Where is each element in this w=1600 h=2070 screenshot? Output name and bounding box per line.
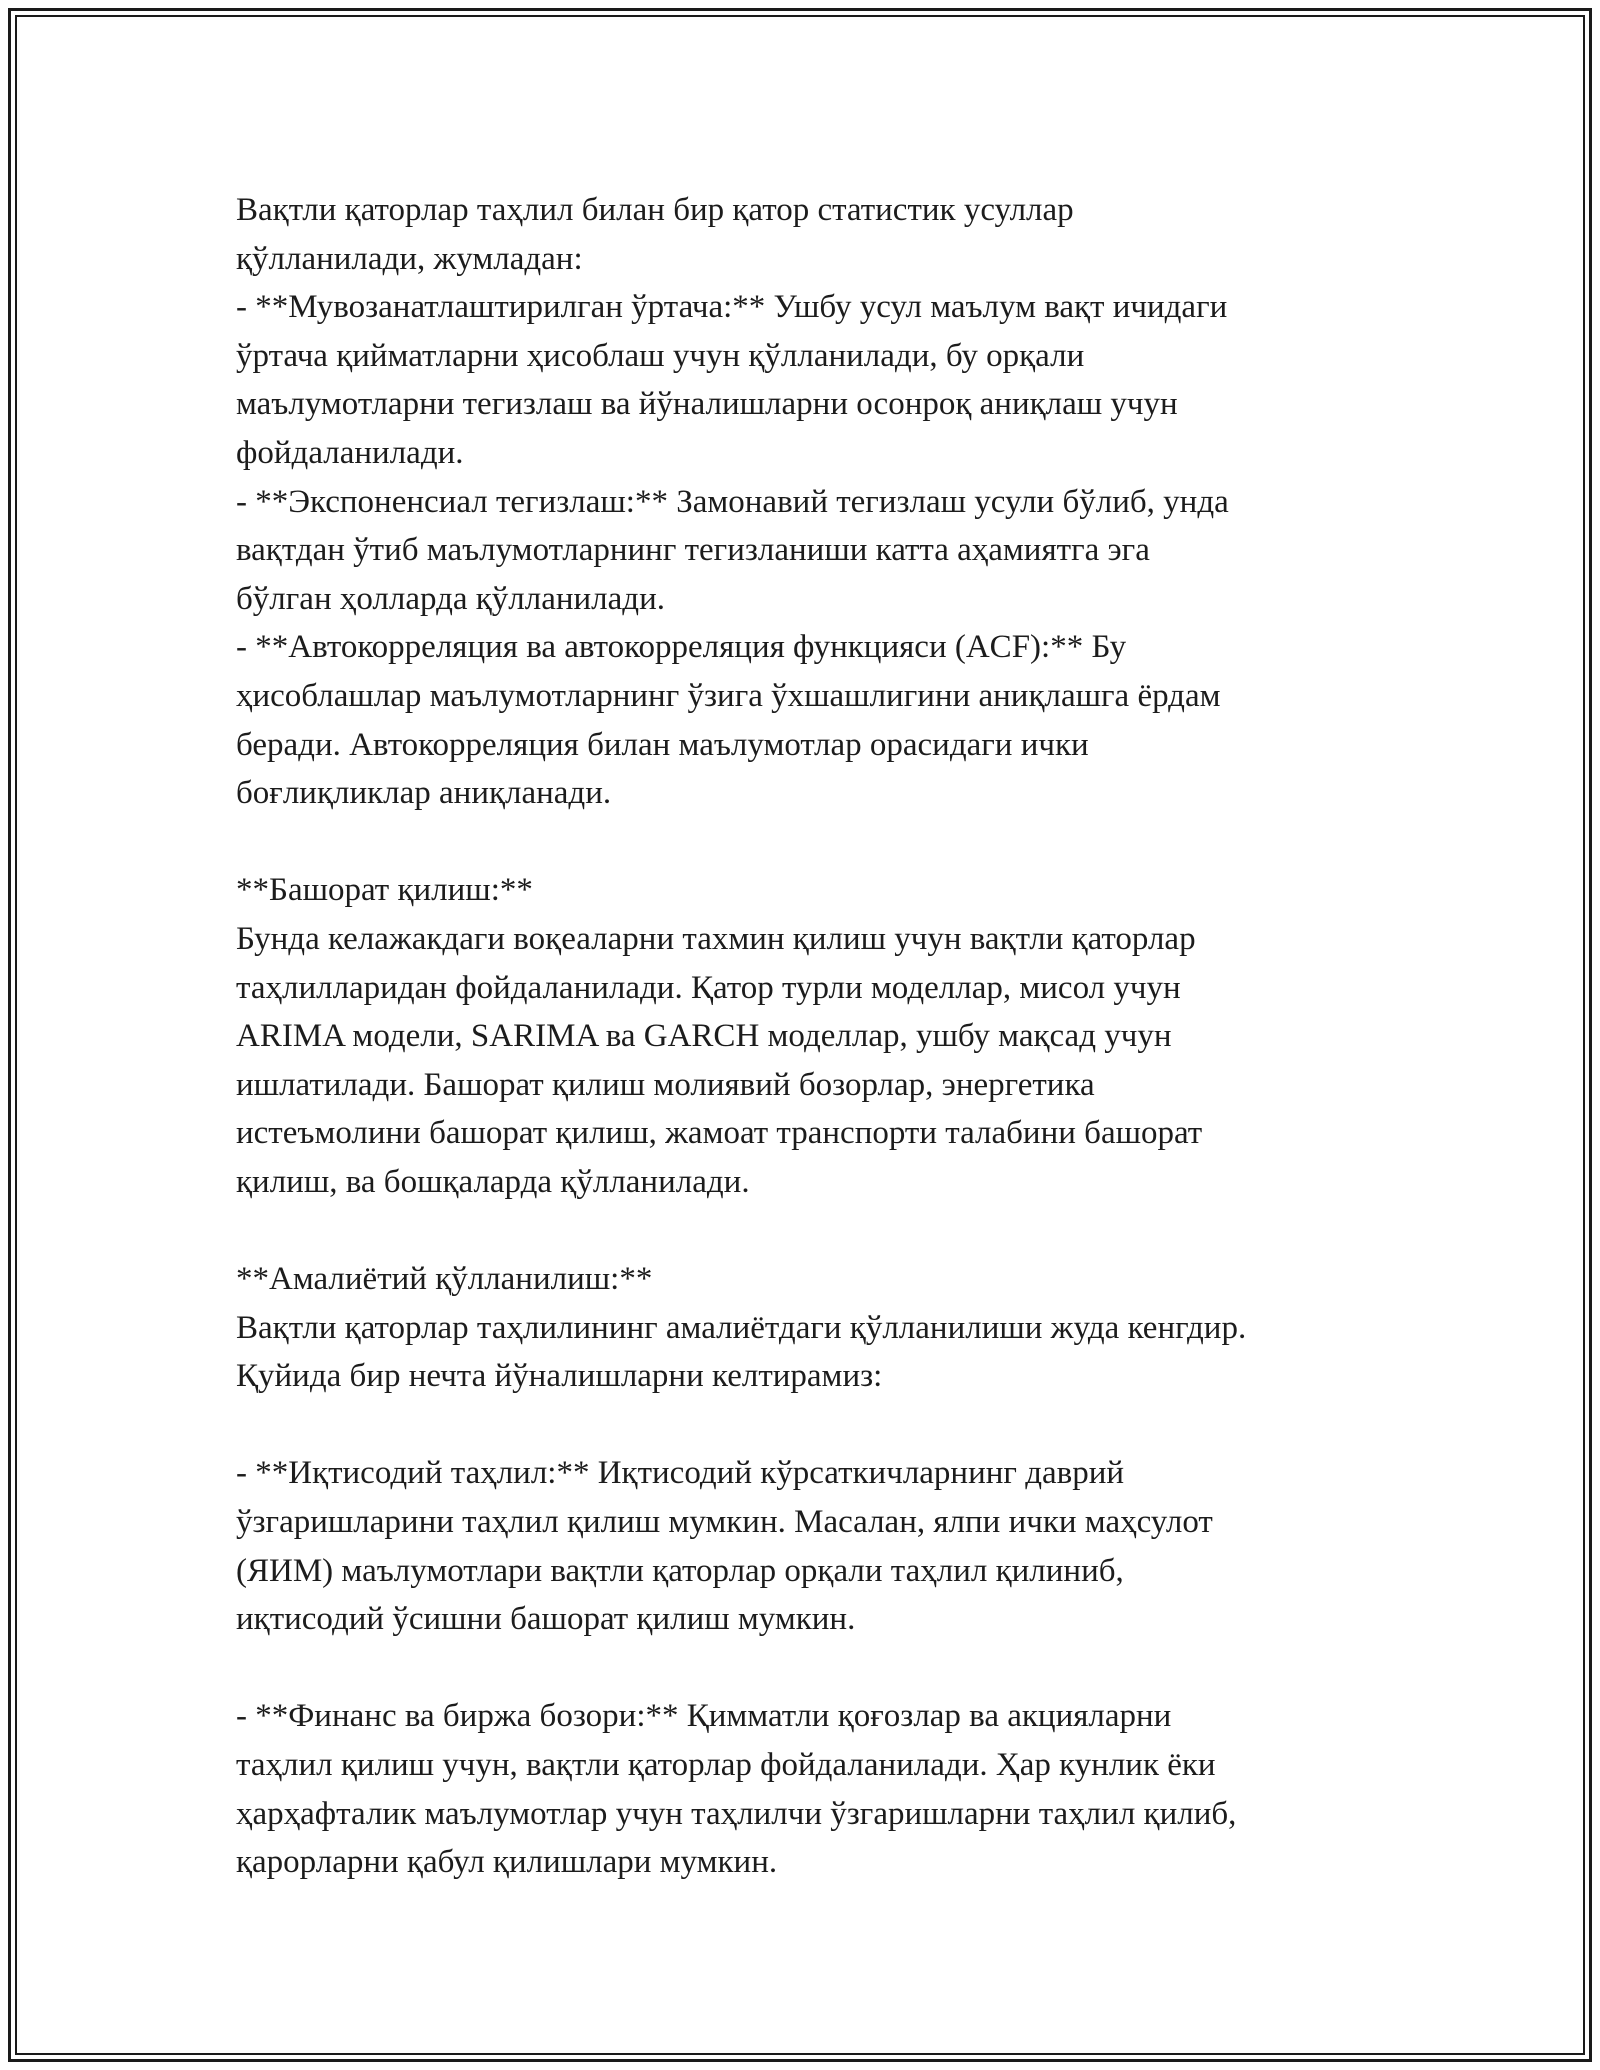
blank-line — [236, 1644, 1386, 1693]
section-heading: **Башорат қилиш:** — [236, 872, 533, 909]
text-line: бўлган ҳолларда қўлланилади. — [236, 580, 665, 617]
text-line: фойдаланилади. — [236, 434, 464, 471]
list-item-text: - **Автокорреляция ва автокорреляция функцияси (ACF):** Бу — [236, 629, 1127, 666]
text-line: ARIMA модели, SARIMA ва GARCH моделлар, ушбу мақсад учун — [236, 1018, 1172, 1055]
text-line: таҳлилларидан фойдаланилади. Қатор турли моделлар, мисол учун — [236, 969, 1181, 1006]
text-line: Вақтли қаторлар таҳлилининг амалиётдаги қўлланилиши жуда кенгдир. — [236, 1309, 1247, 1346]
text-line: ҳарҳафталик маълумотлар учун таҳлилчи ўзгаришларни таҳлил қилиб, — [236, 1795, 1237, 1832]
blank-line — [236, 818, 1386, 867]
text-line: ҳисоблашлар маълумотларнинг ўзига ўхшашлигини аниқлашга ёрдам — [236, 677, 1221, 714]
text-line: истеъмолини башорат қилиш, жамоат транспорти талабини башорат — [236, 1115, 1203, 1152]
text-line: иқтисодий ўсишни башорат қилиш мумкин. — [236, 1601, 856, 1638]
text-line: ўзгаришларини таҳлил қилиш мумкин. Масалан, ялпи ички маҳсулот — [236, 1504, 1213, 1541]
text-line: ўртача қийматларни ҳисоблаш учун қўлланилади, бу орқали — [236, 337, 1085, 374]
text-line: Бунда келажакдаги воқеаларни тахмин қилиш учун вақтли қаторлар — [236, 920, 1196, 957]
text-line: қарорларни қабул қилишлари мумкин. — [236, 1844, 778, 1881]
text-line: (ЯИМ) маълумотлари вақтли қаторлар орқали таҳлил қилиниб, — [236, 1552, 1124, 1589]
text-line: вақтдан ўтиб маълумотларнинг тегизланиши катта аҳамиятга эга — [236, 532, 1150, 569]
list-item-text: - **Мувозанатлаштирилган ўртача:** Ушбу усул маълум вақт ичидаги — [236, 289, 1228, 326]
text-line: Вақтли қаторлар таҳлил билан бир қатор статистик усуллар — [236, 192, 1074, 228]
text-line: қилиш, ва бошқаларда қўлланилади. — [236, 1163, 750, 1200]
text-line: маълумотларни тегизлаш ва йўналишларни осонроқ аниқлаш учун — [236, 386, 1178, 423]
text-line: Қуйида бир нечта йўналишларни келтирамиз: — [236, 1358, 883, 1395]
text-line: таҳлил қилиш учун, вақтли қаторлар фойдаланилади. Ҳар кунлик ёки — [236, 1747, 1216, 1783]
text-line: боғлиқликлар аниқланади. — [236, 775, 612, 812]
blank-line — [236, 1401, 1386, 1450]
blank-line — [236, 1206, 1386, 1255]
text-line: ишлатилади. Башорат қилиш молиявий бозорлар, энергетика — [236, 1066, 1095, 1103]
document-body — [236, 186, 1386, 1887]
list-item-text: - **Экспоненсиал тегизлаш:** Замонавий тегизлаш усули бўлиб, унда — [236, 483, 1229, 520]
text-line: қўлланилади, жумладан: — [236, 240, 583, 277]
list-item-text: - **Финанс ва биржа бозори:** Қимматли қоғозлар ва акцияларни — [236, 1698, 1172, 1735]
text-line: беради. Автокорреляция билан маълумотлар орасидаги ички — [236, 726, 1089, 763]
list-item-text: - **Иқтисодий таҳлил:** Иқтисодий кўрсаткичларнинг даврий — [236, 1455, 1125, 1492]
section-heading: **Амалиётий қўлланилиш:** — [236, 1261, 653, 1298]
